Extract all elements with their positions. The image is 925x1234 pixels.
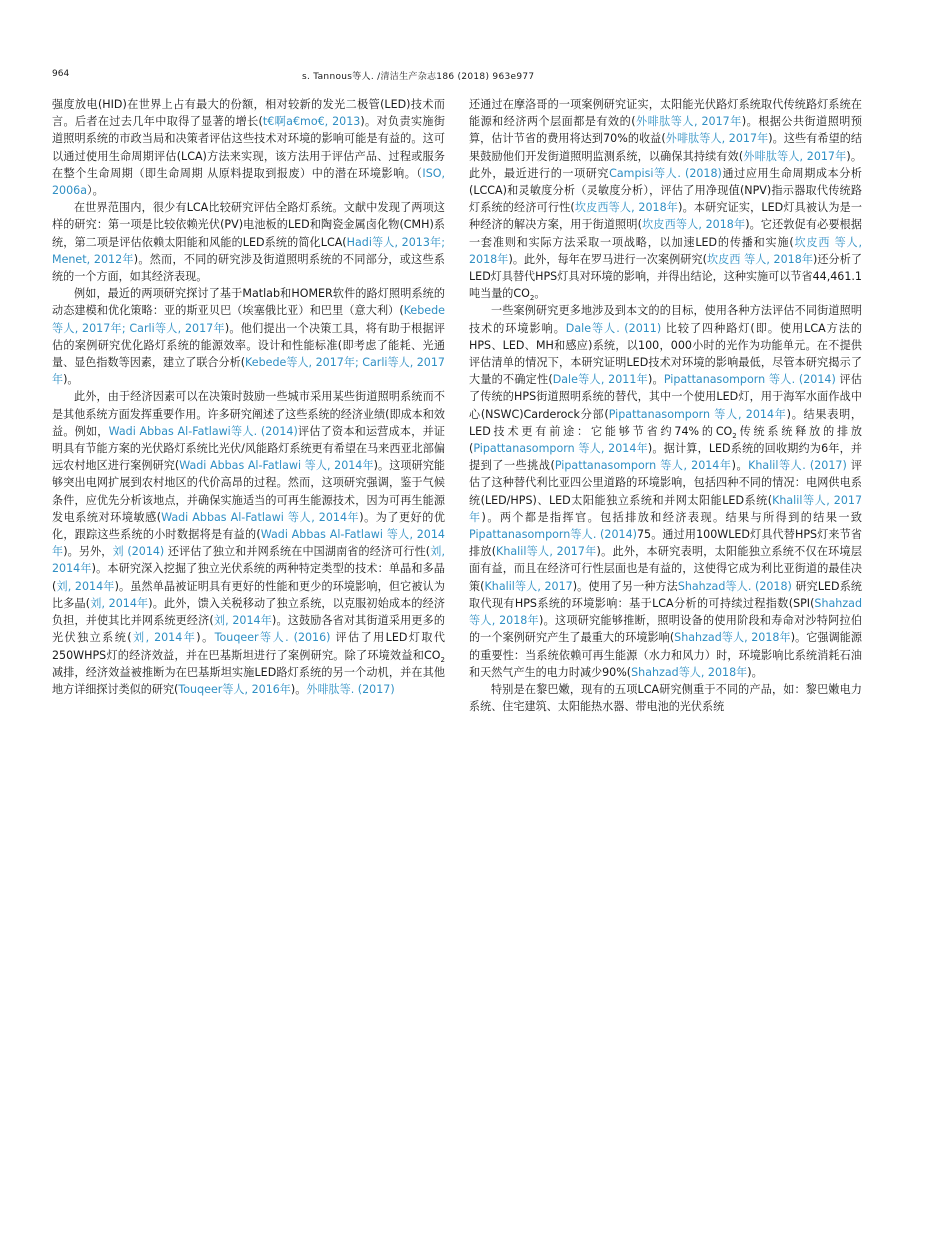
text-run: )还分析了LED灯具替代HPS灯具对环境的影响，并得出结论，这种实施可以节省44,461.1吨当量的CO (469, 252, 862, 301)
text-run: )。它强调能源的重要性：当系统依赖可再生能源（水力和风力）时，环境影响比系统消耗石油和天然气产生的电力时减少90%( (469, 631, 862, 679)
text-run: 还评估了独立和并网系统在中国湖南省的经济可行性( (164, 545, 431, 559)
citation-link[interactable]: 坎皮西等人, 2018年 (642, 218, 746, 232)
citation-link[interactable]: Pipattanasomporn 等人, 2014年 (554, 459, 732, 473)
citation-link[interactable]: Dale等人, 2011年 (552, 373, 648, 387)
citation-link[interactable]: Dale等人. (2011) (565, 321, 662, 335)
text-run: 评估了传统的HPS街道照明系统的替代，其中一个使用LED灯，用于海军水面作战中心(NSWC)Carderock分部( (469, 373, 862, 421)
left-column (52, 96, 445, 698)
citation-link[interactable]: Pipattanasomporn 等人. (2014) (663, 373, 836, 387)
text-run: 特别是在黎巴嫩，现有的五项LCA研究侧重于不同的产品，如：黎巴嫩电力系统、住宅建筑、太阳能热水器、带电池的光伏系统 (469, 682, 862, 714)
text-run: )。这鼓励各省对其街道采用更多的光伏独立系统( (52, 614, 445, 645)
paragraph-environmental-impact (469, 302, 862, 680)
text-run: 75。通过用100WLED灯具代替HPS灯来节省排放( (469, 528, 862, 559)
text-run: 。 (534, 287, 546, 301)
citation-link[interactable]: t€啊a€mo€, 2013 (262, 115, 361, 129)
citation-link[interactable]: Khalil等人, 2017年 (496, 545, 597, 559)
citation-link[interactable]: Touqeer等人. (2016) (214, 631, 331, 645)
citation-link[interactable]: Shahzad等人, 2018年 (674, 631, 791, 645)
text-run: 例如，最近的两项研究探讨了基于Matlab和HOMER软件的路灯照明系统的动态建模和优化策略：亚的斯亚贝巴（埃塞俄比亚）和巴里（意大利）( (52, 287, 445, 318)
text-run: )。这些有希望的结果鼓励他们开发街道照明监测系统，以确保其持续有效( (469, 132, 862, 163)
text-run: )。本研究证实，LED灯具被认为是一种经济的解决方案，用于街道照明( (469, 201, 862, 232)
citation-link[interactable]: Wadi Abbas Al-Fatlawi 等人, 2014年 (179, 459, 374, 473)
text-run: )。此外，每年在罗马进行一次案例研究( (508, 252, 707, 266)
text-run: )。对负责实施街道照明系统的市政当局和决策者评估这些技术对环境的影响可能是有益的。这可以通过使用生命周期评估(LCA)方法来实现，该方法用于评估产品、过程或服务在整个生命周期（即生命周期 从原料提取到报废）中的潜在环境影响。（ (52, 115, 445, 180)
citation-link[interactable]: 刘 (2014) (112, 545, 165, 559)
text-run: 研究LED系统取代现有HPS系统的环境影响：基于LCA分析的可持续过程指数(SPI( (469, 579, 862, 610)
text-run: )。 (731, 459, 749, 473)
citation-link[interactable]: Pipattanasomporn等人. (2014) (469, 528, 637, 542)
text-run: 在世界范围内，很少有LCA比较研究评估全路灯系统。文献中发现了两项这样的研究：第一项是比较依赖光伏(PV)电池板的LED和陶瓷金属卤化物(CMH)系统，第二项是评估依赖太阳能和风能的LED系统的简化LCA( (52, 201, 445, 249)
running-header (0, 69, 925, 83)
text-run: )。此外，馈入关税移动了独立系统，以克服初始成本的经济负担，并使其比并网系统更经济( (52, 596, 445, 628)
text-run: )。另外， (63, 545, 113, 559)
citation-link[interactable]: Shahzad等人. (2018) (677, 579, 792, 593)
text-run: )。然而，不同的研究涉及街道照明系统的不同部分，或这些系统的一个方面，如其经济表现。 (52, 252, 445, 284)
citation-link[interactable]: Wadi Abbas Al-Fatlawi 等人, 2014年 (161, 510, 360, 524)
text-run: )。据计算，LED系统的回收期约为6年，并提到了一些挑战( (469, 442, 863, 473)
citation-link[interactable]: Khalil等人, 2017 (484, 579, 573, 593)
paragraph-lebanon (469, 681, 862, 715)
citation-link[interactable]: 坎皮西等人, 2018年 (574, 201, 679, 215)
text-run: )。结果表明，LED技术更有前途：它能够节省约74%的CO (469, 407, 863, 438)
paragraph-economic-factors (52, 388, 445, 698)
text-run: )。它还敦促有必要根据一套准则和实际方法采取一项战略，以加速LED的传播和实施( (469, 218, 862, 249)
citation-link[interactable]: Khalil等人, 2017年 (469, 493, 862, 524)
right-column (469, 96, 862, 715)
citation-link[interactable]: ISO, 2006a (52, 166, 445, 198)
citation-link[interactable]: 外啡肽等人, 2017年 (635, 115, 742, 129)
text-run: 此外，由于经济因素可以在决策时鼓励一些城市采用某些街道照明系统而不是其他系统方面发挥重要作用。许多研究阐述了这些系统的经济业绩(即成本和效益。例如， (52, 390, 445, 438)
text-run: )。 (196, 631, 215, 645)
paragraph-dynamic-modeling (52, 285, 445, 388)
citation-link[interactable]: Pipattanasomporn 等人, 2014年 (608, 407, 787, 421)
citation-link[interactable]: 外啡肽等人, 2017年 (743, 149, 847, 163)
paragraph-lca-studies (52, 199, 445, 285)
text-run: 强度放电(HID)在世界上占有最大的份额，相对较新的发光二极管(LED)技术而言。后者在过去几年中取得了显著的增长( (52, 98, 445, 129)
text-run: 比较了四种路灯(即。使用LCA方法的HPS、LED、MH和感应)系统，以100，000小时的光作为功能单元。在不提供评估清单的情况下，本研究证明LED技术对环境的影响最低，尽管本研究揭示了大量的不确定性( (469, 321, 862, 387)
subscript: 2 (732, 432, 737, 441)
text-run: )。为了更好的优化，跟踪这些系统的小时数据将是有益的( (52, 510, 445, 542)
citation-link[interactable]: 刘, 2014年 (52, 545, 445, 576)
text-run: 评估了这种替代利比亚四公里道路的环境影响，包括四种不同的情况：电网供电系统(LED/HPS)、LED太阳能独立系统和并网太阳能LED系统( (469, 459, 862, 507)
citation-link[interactable]: Hadi等人, 2013年; Menet, 2012年 (52, 235, 445, 266)
text-run: )。根据公共街道照明预算，估计节省的费用将达到70%的收益( (469, 115, 862, 146)
text-run: 评估了用LED灯取代250WHPS灯的经济效益，并在巴基斯坦进行了案例研究。除了环境效益和CO (52, 631, 446, 662)
text-run: 评估了资本和运营成本，并证明具有节能方案的光伏路灯系统比光伏/风能路灯系统更有希望在马来西亚北部偏远农村地区进行案例研究( (52, 424, 445, 473)
text-run: )。 (290, 682, 307, 696)
text-run: )。使用了另一种方法 (572, 579, 678, 593)
citation-link[interactable]: Kebede等人, 2017年; Carli等人, 2017年 (52, 304, 445, 335)
text-run: )。两个都是指挥官。包括排放和经济表现。结果与所得到的结果一致 (481, 510, 862, 524)
citation-link[interactable]: 刘, 2014年 (213, 614, 272, 628)
citation-link[interactable]: Wadi Abbas Al-Fatlawi等人. (2014) (108, 424, 298, 438)
text-run: )。 (63, 373, 79, 387)
citation-link[interactable]: Touqeer等人, 2016年 (178, 682, 291, 696)
citation-link[interactable]: Pipattanasomporn 等人, 2014年 (473, 442, 648, 456)
text-run: )。本研究深入挖掘了独立光伏系统的两种特定类型的技术：单晶和多晶( (52, 562, 445, 593)
text-run: )。这项研究能够推断，照明设备的使用阶段和寿命对沙特阿拉伯的一个案例研究产生了最重大的环境影响( (469, 614, 862, 645)
citation-link[interactable]: 外啡肽等人, 2017年 (665, 132, 769, 146)
paragraph-hid-led (52, 96, 445, 199)
text-run: 通过应用生命周期成本分析(LCCA)和灵敏度分析（灵敏度分析），评估了用净现值(NPV)指示器取代传统路灯系统的经济可行性( (469, 166, 862, 215)
subscript: 2 (440, 655, 445, 664)
text-run: )。他们提出一个决策工具，将有助于根据评估的案例研究优化路灯系统的能源效率。设计和性能标准(即考虑了能耗、光通量、显色指数等因素，建立了联合分析( (52, 321, 445, 370)
subscript: 2 (529, 294, 535, 303)
citation-link[interactable]: 刘, 2014年 (90, 596, 149, 610)
text-run: )。此外，本研究表明，太阳能独立系统不仅在环境层面有益，而且在经济可行性层面也是有益的，这使得它成为利比亚街道的最佳决策( (469, 545, 862, 593)
text-run: 传统系统释放的排放( (469, 424, 862, 456)
citation-link[interactable]: 坎皮西 等人, 2018年 (469, 235, 862, 266)
text-run: )。 (647, 373, 664, 387)
citation-link[interactable]: Wadi Abbas Al-Fatlawi 等人, 2014年 (52, 528, 445, 559)
page-number: 964 (52, 69, 70, 79)
text-run: 还通过在摩洛哥的一项案例研究证实，太阳能光伏路灯系统取代传统路灯系统在能源和经济两个层面都是有效的( (469, 98, 862, 129)
text-run: )。这项研究能够突出电网扩展到农村地区的代价高昂的过程。然而，这项研究强调，鉴于气候条件，应优先分析该地点，并确保实施适当的可再生能源技术，因为可再生能源发电系统对环境敏感( (52, 459, 445, 524)
citation-link[interactable]: 刘, 2014年 (131, 631, 197, 645)
text-run: 减排，经济效益被推断为在巴基斯坦实施LED路灯系统的另一个动机，并在其他地方详细探讨类似的研究( (52, 665, 445, 696)
text-run: ）。 (87, 184, 104, 198)
text-run: )。此外，最近进行的一项研究 (469, 149, 862, 180)
citation-link[interactable]: Shahzad等人, 2018年 (631, 665, 748, 679)
citation-link[interactable]: Campisi等人. (2018) (609, 166, 722, 180)
paragraph-morocco-case (469, 96, 862, 302)
citation-link[interactable]: 外啡肽等. (2017) (306, 682, 395, 696)
citation-link[interactable]: Kebede等人, 2017年; Carli等人, 2017年 (52, 356, 445, 387)
running-head-title: s. Tannous等人. /清洁生产杂志186 (2018) 963e977 (302, 72, 535, 82)
citation-link[interactable]: 刘, 2014年 (56, 579, 115, 593)
text-run: )。虽然单晶被证明具有更好的性能和更少的环境影响，但它被认为比多晶( (52, 579, 445, 610)
citation-link[interactable]: Khalil等人. (2017) (748, 459, 847, 473)
citation-link[interactable]: Shahzad等人, 2018年 (469, 596, 862, 628)
text-run: )。 (747, 665, 763, 679)
text-run: 一些案例研究更多地涉及到本文的的目标，使用各种方法评估不同街道照明技术的环境影响。 (469, 304, 862, 335)
citation-link[interactable]: 坎皮西 等人, 2018年 (706, 252, 813, 266)
